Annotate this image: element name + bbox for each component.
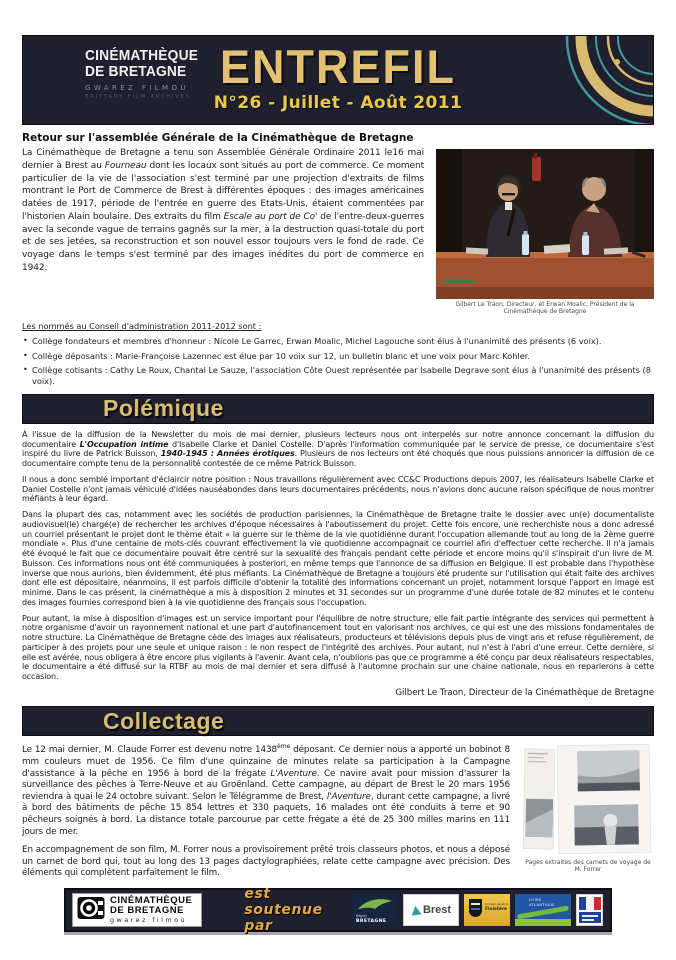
- assembly-photo: [436, 149, 654, 299]
- partner-logo-brest: Brest: [403, 894, 459, 926]
- collectage-section: [22, 743, 654, 887]
- brand-name-line1: CINÉMATHÈQUE: [85, 47, 199, 64]
- travel-notebook-photos: [522, 743, 654, 855]
- issue-number: N°26 - Juillet - Août 2011: [213, 93, 463, 113]
- polemique-paragraph-3: Dans la plupart des cas, notamment avec les sociétés de production parisiennes, la Cinémathèque de Bretagne traite le dossier avec un(e) documentaliste audiovisuel(le) chargé(e) de rechercher les archives d'époque nécessaires à l'aboutissement du projet. Cette fois encore, une recherchiste nous a donc adressé un courriel présentant le projet dont le thème était « la guerre sur le thème de la vie quotidienne durant l'occupation allemande tout au long de la 2ème guerre mondiale ». Plus d'une centaine de mots-clés couvrant effectivement la vie quotidienne accompagnait ce courriel afin d'effectuer cette recherche. Il n'a jamais été évoqué le fait que ce documentaire pouvait être centré sur la sexualité des français pendant cette période et encore moins qu'il s'inspirait d'un livre de M. Buisson. Ces informations nous ont été communiquées à posteriori, en même temps que l'annonce de sa diffusion en Belgique. Il est probable dans l'hypothèse inverse que nous aurions, bien évidemment, été plus méfiants. La Cinémathèque de Bretagne a toujours été prudente sur l'utilisation qui était faite des archives dont elle est dépositaire, néanmoins, il est parfois difficile d'obtenir la totalité des informations concernant un projet, notamment lorsque l'apport en image est minime. Dans le cas présent, la cinémathèque a mis à disposition 2 minutes et 31 secondes sur un programme d'une durée totale de 82 minutes et le contenu des images fournies correspond bien à la vie quotidienne des français sous l'occupation.: [22, 510, 654, 607]
- finistere-crest-icon: [469, 899, 482, 917]
- footer-brand-box: [72, 893, 202, 927]
- article-body: La Cinémathèque de Bretagne a tenu son Assemblée Générale Ordinaire 2011 le16 mai dernier à Brest au Fourneau dont les locaux sont situés au port de commerce. Ce moment particulier de la vie de l'association s'est terminé par une projection d'extraits de films montrant le Port de Commerce de Brest à différentes époques : des images américaines datées de 1917, période de l'entrée en guerre des Etats-Unis, étaient commentées par l'historien Alain boulaire. Des extraits du film Escale au port de Co' de l'entre-deux-guerres avec la seconde vague de terrains gagnés sur la mer, à la destruction quasi-totale du port et de ses jetées, sa reconstruction et son nouvel essor toujours vers le fond de rade. Ce voyage dans le temps s'est terminé par des images inédites du port de commerce en 1942.: [22, 148, 425, 273]
- support-footer: [64, 888, 612, 932]
- section-header-collectage: [22, 706, 654, 736]
- polemique-paragraph-1: À l'issue de la diffusion de la Newsletter du mois de mai dernier, plusieurs lecteurs nous ont interpelés sur notre annonce concernant la diffusion du documentaire L'Occupation intime d'Isabelle Clarke et Daniel Costelle. D'après l'information communiquée par le service de presse, ce documentaire s'est inspiré du livre de Patrick Buisson, 1940-1945 : Années érotiques. Plusieurs de nos lecteurs ont été choqués que nous puissions annoncer la diffusion de ce documentaire compte tenu de la personnalité contestée de ce même Patrick Buisson.: [22, 429, 654, 469]
- partner-logo-finistere: Conseil général Finistère: [464, 894, 510, 926]
- brand-name-line2: DE BRETAGNE: [85, 62, 187, 80]
- collectage-paragraph-2: En accompagnement de son film, M. Forrer nous a provisoirement prêté trois classeurs photos, et nous a déposé un carnet de bord qui, tout au long des 13 pages dactylographiées, relate cette campagne avec précision. Des éléments qui complètent parfaitement le film.: [22, 845, 510, 879]
- partner-logo-loire-atlantique: LOIRE ATLANTIQUE: [515, 894, 571, 926]
- assembly-photo-figure: [436, 149, 654, 315]
- collectage-body: [22, 743, 522, 887]
- brand-subtitle-english: BRITTANY FILM ARCHIVES: [85, 93, 191, 100]
- polemique-section: [22, 430, 654, 698]
- loire-swoosh-icon: [517, 906, 569, 920]
- brest-triangle-icon: [410, 905, 421, 915]
- french-flag-icon: [579, 897, 601, 910]
- list-item: • Collège cotisants : Cathy Le Roux, Chantal Le Sauze, l'association Côte Ouest représentée par Isabelle Degrave sont élus à l'unanimité des présents (8 voix).: [22, 365, 654, 386]
- assembly-photo-caption: Gilbert Le Traon, Directeur, et Erwan Moalic, Président de la Cinémathèque de Bretagne: [455, 301, 635, 316]
- council-list: [22, 336, 654, 386]
- supported-by-text: est soutenue par: [244, 886, 323, 934]
- polemique-paragraph-4: Pour autant, la mise à disposition d'images est un service important pour l'équilibre de notre structure, elle fait partie intégrante des services qui permettent à notre organisme d'avoir un rayonnement national et une part d'autofinancement tout en valorisant nos archives, ce qui est une des missions fondamentales de notre structure. La Cinémathèque de Bretagne cède des images aux réalisateurs, producteurs et télévisions depuis plus de vingt ans et refuse régulièrement, de participer à des projets pour une seule et unique raison : le non respect de l'intégrité des archives. Pour autant, nul n'est à l'abri d'une erreur. Cette dernière, si elle est avérée, nous obligera à être encore plus vigilants à l'avenir. Avant cela, n'oublions pas que ce programme a été conçu par deux réalisateurs respectables, le documentaire a été diffusé sur la RTBF au mois de mai dernier et sera diffusé à l'automne prochain sur une chaine nationale, nous en reparlerons à cette occasion.: [22, 613, 654, 682]
- section-title: Collectage: [103, 707, 225, 734]
- partner-logos: [352, 894, 603, 926]
- list-item: • Collège fondateurs et membres d'honneur : Nicole Le Garrec, Erwan Moalic, Michel Lagouche sont élus à l'unanimité des présents (6 voix).: [22, 336, 654, 346]
- footer-brand-text: CINÉMATHÈQUE DE BRETAGNE gwarez filmoù: [110, 895, 193, 925]
- council-list-intro: Les nommés au Conseil d'administration 2011-2012 sont :: [22, 321, 262, 332]
- list-item: • Collège déposants : Marie-Françoise Lazennec est élue par 10 voix sur 12, un bulletin blanc et une voix pour Marc Kohler.: [22, 351, 654, 361]
- partner-logo-region-bretagne: Région BRETAGNE: [352, 894, 398, 926]
- article-title: Retour sur l'assemblée Générale de la Cinémathèque de Bretagne: [22, 132, 414, 144]
- decorative-arcs: [513, 36, 653, 124]
- section-header-polemique: [22, 394, 654, 424]
- signature: Gilbert Le Traon, Directeur de la Cinémathèque de Bretagne: [395, 687, 654, 698]
- article-body-row: [22, 147, 654, 315]
- partner-logo-republique-francaise: [576, 894, 603, 926]
- brand-subtitle-breton: GWAREZ FILMOÙ: [85, 83, 189, 92]
- collectage-paragraph-1: Le 12 mai dernier, M. Claude Forrer est devenu notre 1438ème déposant. Ce dernier nous a apporté un bobinot 8 mm couleurs muet de 1956. Ce film d'une quinzaine de minutes relate sa participation à la Campagne d'assistance à la pêche en 1956 à bord de la frégate L'Aventure. Ce navire avait pour mission d'assurer la surveillance des pêches à Terre-Neuve et au Groënland. Cette campagne, au départ de Brest le 20 mars 1956 reviendra à quai le 24 octobre suivant. Selon le Télégramme de Brest, l'Aventure, durant cette campagne, a livré à bord des bâtiments de pêche 15 854 lettres et 330 paquets, 16 malades ont été conduits à terre et 90 pêcheurs soignés à bord. La distance totale parcourue par cette frégate a été de 25 300 milles marins en 111 jours de mer.: [22, 743, 510, 837]
- section-title: Polémique: [103, 395, 224, 422]
- travel-notebook-figure: [522, 743, 654, 887]
- camera-icon: [77, 895, 105, 925]
- travel-notebook-caption: Pages extraites des carnets de voyage de M. Forrer: [525, 859, 651, 874]
- newsletter-title: ENTREFIL: [220, 39, 456, 94]
- article-assemblee-generale: [22, 132, 654, 386]
- polemique-paragraph-2: Il nous a donc semblé important d'éclaircir notre position : Nous travaillons régulièrement avec CC&C Productions depuis 2007, les réalisateurs Isabelle Clarke et Daniel Costelle n'ont jamais véhiculé d'idées nauséabondes dans leurs documentaires précédents, nous n'avions donc aucune raison spécifique de nous montrer méfiants à leur égard.: [22, 474, 654, 504]
- masthead: [22, 35, 654, 125]
